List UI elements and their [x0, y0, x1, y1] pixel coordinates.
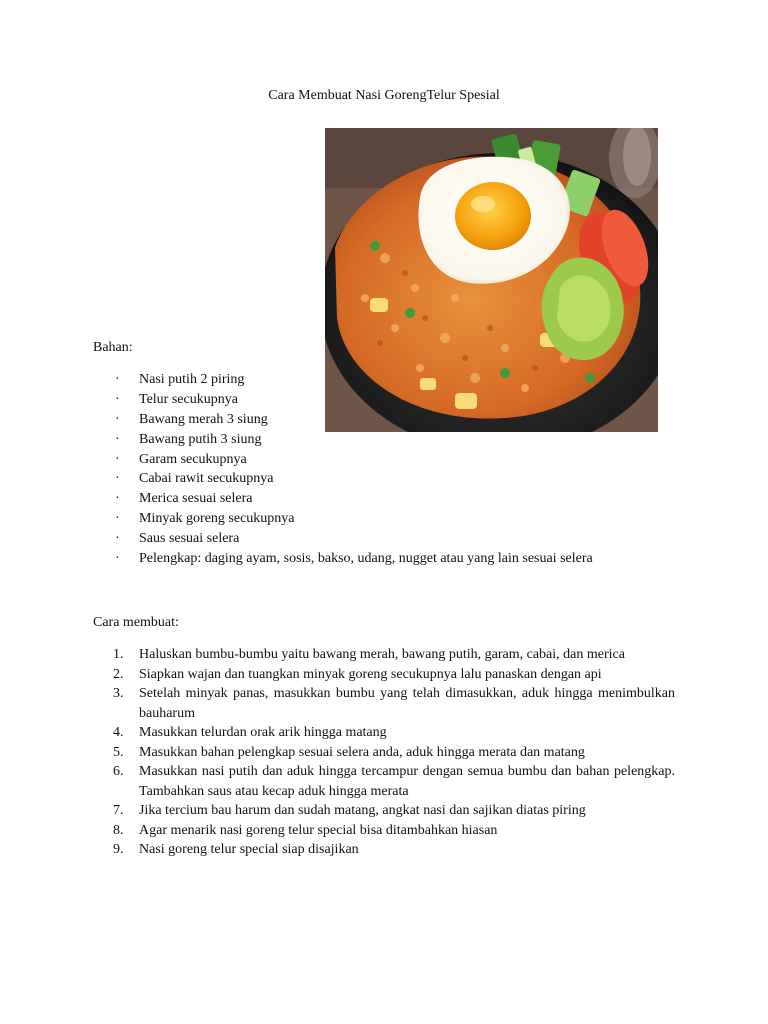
ingredient-item	[93, 390, 593, 410]
bullet-marker: ·	[115, 471, 120, 487]
step-number: 1.	[113, 647, 124, 662]
bullet-marker: ·	[115, 391, 120, 407]
bullet-marker: ·	[115, 511, 120, 527]
ingredient-text: Telur secukupnya	[139, 391, 238, 407]
ingredient-text: Minyak goreng secukupnya	[139, 511, 295, 527]
ingredient-item	[93, 469, 593, 489]
ingredient-item	[93, 370, 593, 390]
ingredient-item	[93, 430, 593, 450]
step-text: Setelah minyak panas, masukkan bumbu yang telah dimasukkan, aduk hingga menimbulkan bauharum	[139, 686, 675, 721]
bullet-marker: ·	[115, 451, 120, 467]
step-item	[93, 821, 675, 841]
ingredient-item	[93, 549, 593, 569]
step-number: 9.	[113, 842, 124, 857]
step-number: 3.	[113, 686, 124, 701]
ingredient-text: Cabai rawit secukupnya	[139, 471, 274, 487]
bullet-marker: ·	[115, 551, 120, 567]
ingredient-item	[93, 450, 593, 470]
step-item	[93, 743, 675, 763]
step-item	[93, 840, 675, 860]
step-number: 5.	[113, 744, 124, 760]
step-item	[93, 684, 675, 723]
document-title: Cara Membuat Nasi GorengTelur Spesial	[268, 88, 500, 103]
step-number: 8.	[113, 822, 124, 838]
method-heading: Cara membuat:	[93, 615, 179, 630]
ingredient-item	[93, 509, 593, 529]
ingredient-text: Garam secukupnya	[139, 451, 247, 467]
step-text: Masukkan telurdan orak arik hingga matang	[139, 725, 387, 740]
step-item	[93, 801, 675, 821]
step-text: Nasi goreng telur special siap disajikan	[139, 842, 359, 857]
step-text: Jika tercium bau harum dan sudah matang, angkat nasi dan sajikan diatas piring	[139, 803, 586, 818]
step-text: Masukkan nasi putih dan aduk hingga tercampur dengan semua bumbu dan bahan pelengkap. Tambahkan saus atau kecap aduk hingga merata	[139, 764, 675, 799]
step-text: Haluskan bumbu-bumbu yaitu bawang merah, bawang putih, garam, cabai, dan merica	[139, 647, 625, 662]
ingredients-list	[93, 370, 593, 569]
bullet-marker: ·	[115, 411, 120, 427]
step-text: Agar menarik nasi goreng telur special bisa ditambahkan hiasan	[139, 822, 498, 838]
step-number: 6.	[113, 764, 124, 779]
ingredients-heading: Bahan:	[93, 340, 133, 355]
bullet-marker: ·	[115, 531, 120, 547]
step-text: Siapkan wajan dan tuangkan minyak goreng secukupnya lalu panaskan dengan api	[139, 666, 602, 682]
ingredient-text: Merica sesuai selera	[139, 491, 253, 507]
ingredient-item	[93, 529, 593, 549]
step-item	[93, 723, 675, 743]
step-number: 4.	[113, 725, 124, 740]
bullet-marker: ·	[115, 431, 120, 447]
step-number: 2.	[113, 666, 124, 682]
step-item	[93, 645, 675, 665]
ingredient-text: Bawang putih 3 siung	[139, 431, 262, 447]
ingredient-text: Nasi putih 2 piring	[139, 372, 245, 387]
ingredient-item	[93, 489, 593, 509]
ingredient-text: Saus sesuai selera	[139, 531, 240, 547]
step-item	[93, 762, 675, 801]
step-text: Masukkan bahan pelengkap sesuai selera anda, aduk hingga merata dan matang	[139, 744, 585, 760]
bullet-marker: ·	[115, 372, 120, 387]
step-item	[93, 665, 675, 685]
ingredient-item	[93, 410, 593, 430]
ingredient-text: Pelengkap: daging ayam, sosis, bakso, udang, nugget atau yang lain sesuai selera	[139, 551, 593, 567]
bullet-marker: ·	[115, 491, 120, 507]
step-number: 7.	[113, 803, 124, 818]
method-steps-list	[93, 645, 675, 860]
ingredient-text: Bawang merah 3 siung	[139, 411, 268, 427]
